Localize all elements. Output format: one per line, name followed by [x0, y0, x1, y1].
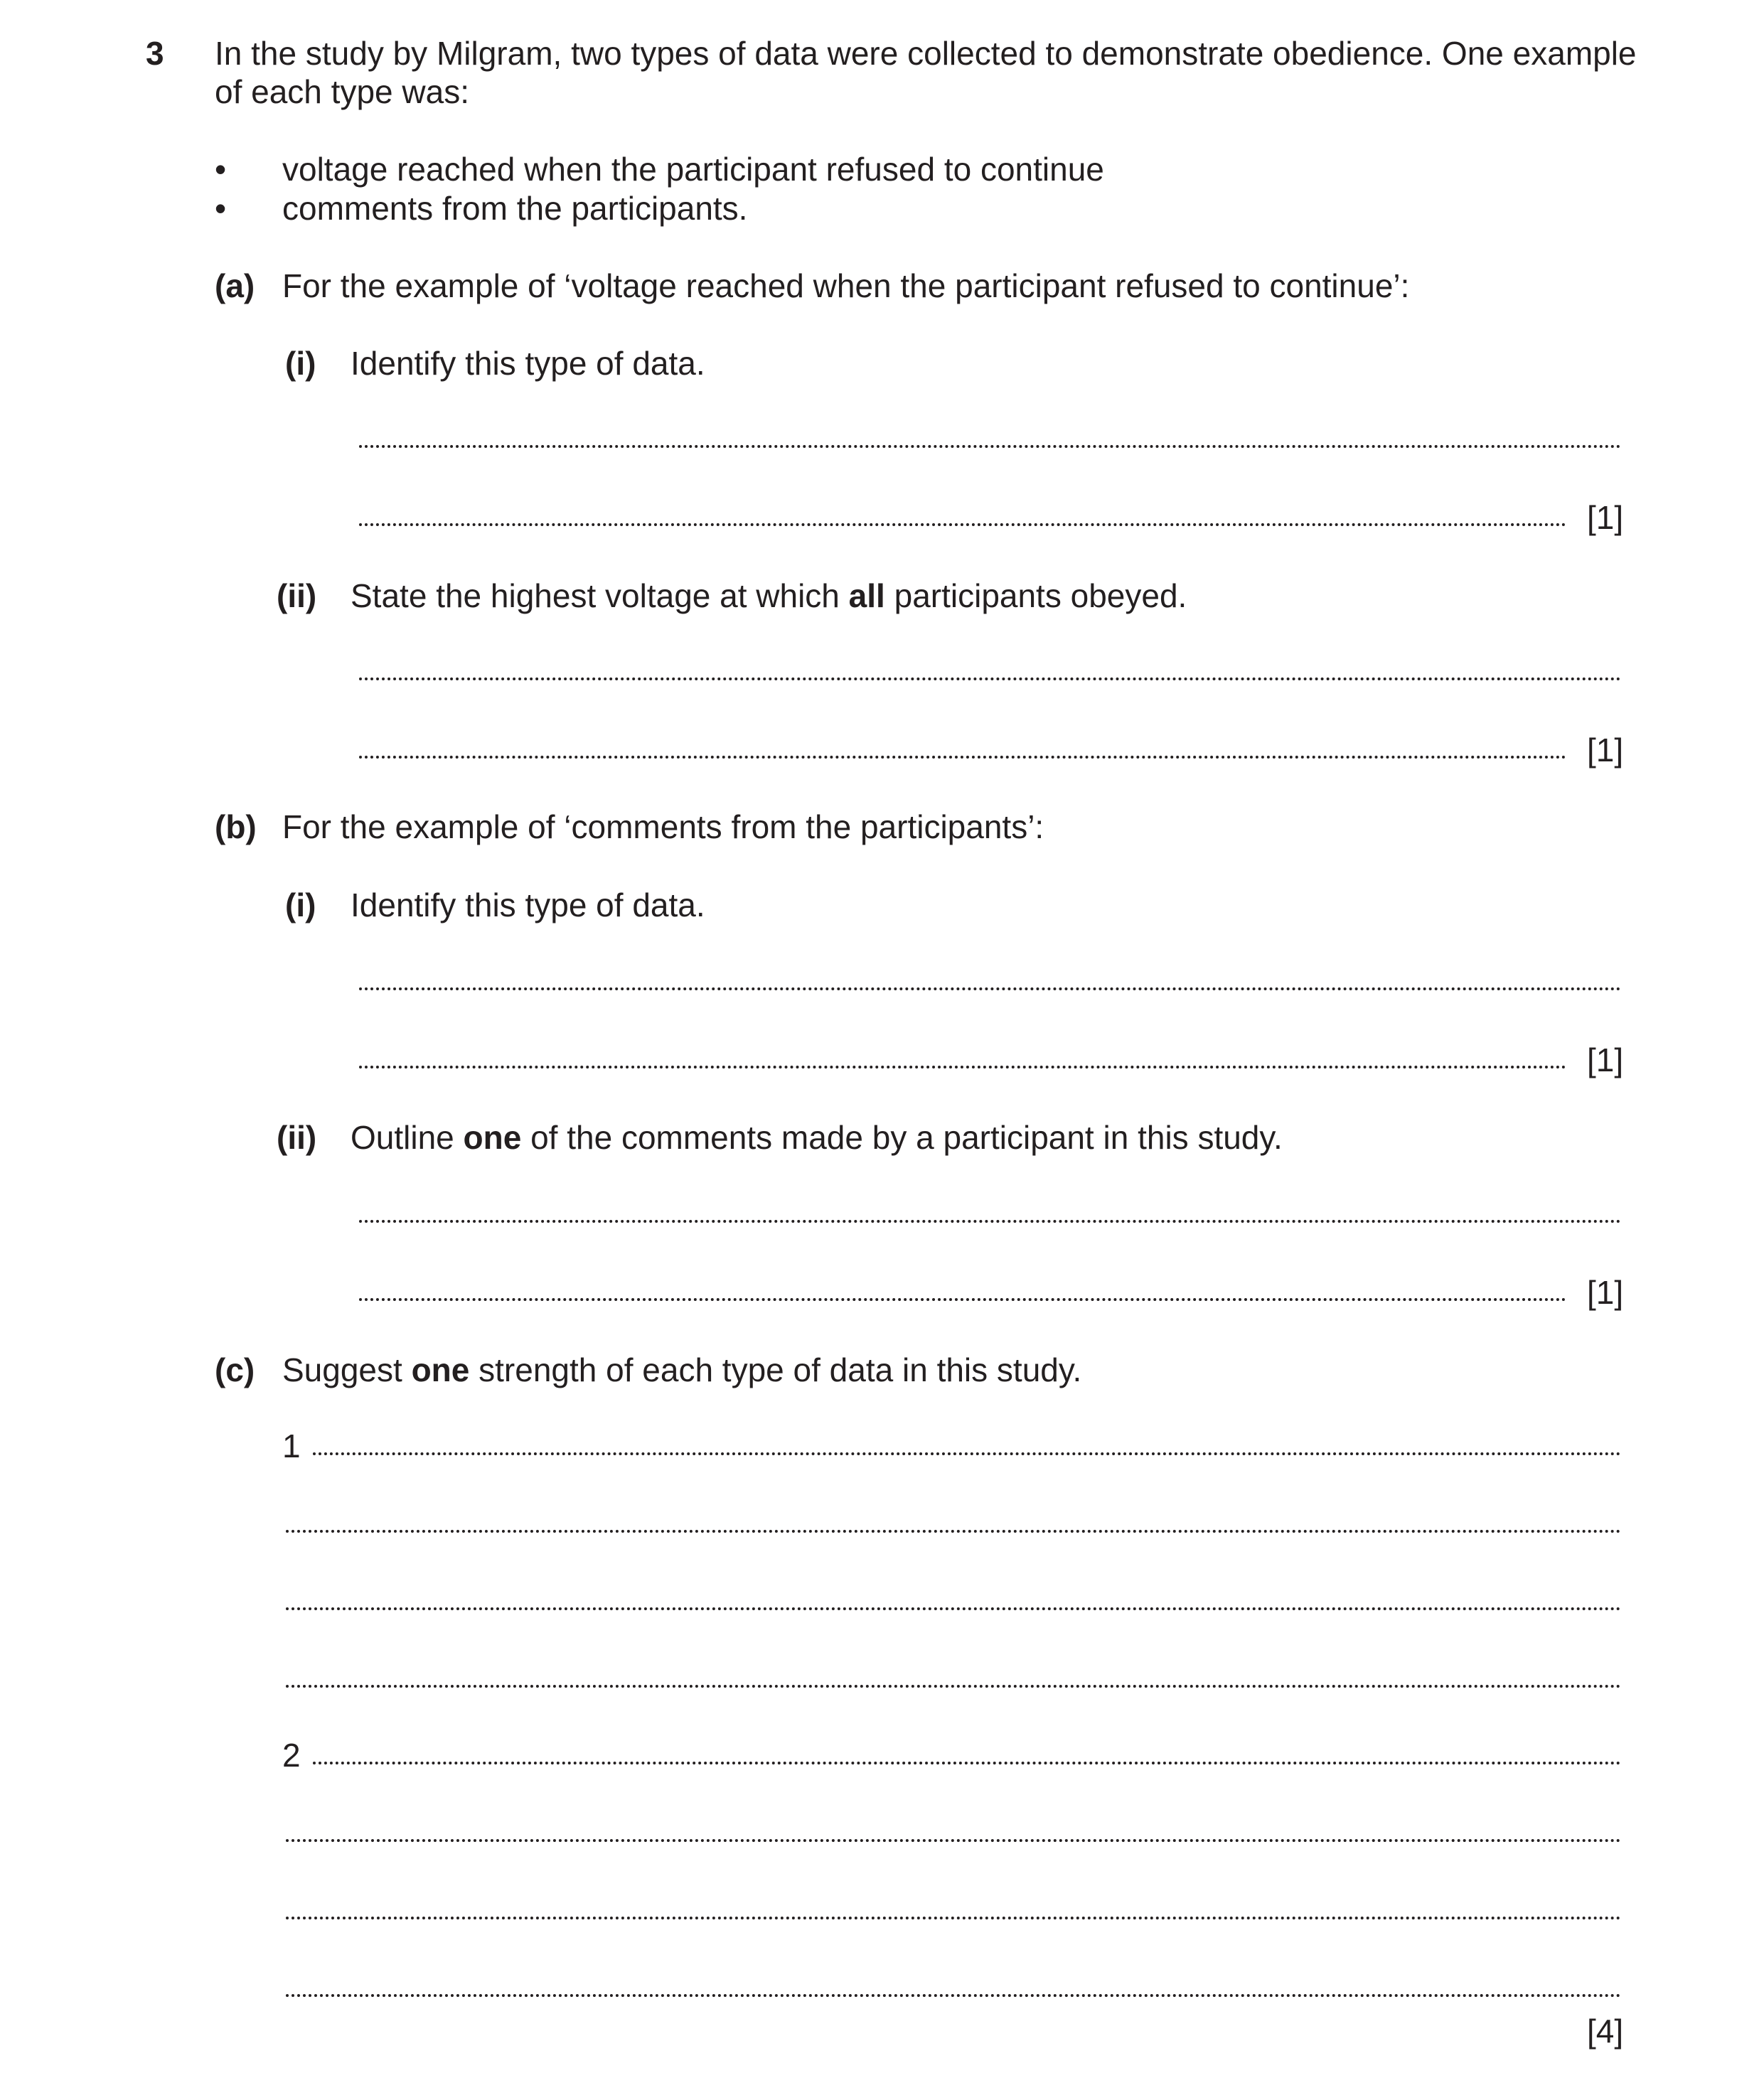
part-a-ii-text-after: participants obeyed.: [884, 577, 1187, 614]
part-b-ii-text-bold: one: [463, 1119, 522, 1156]
bullet-symbol: •: [215, 151, 227, 188]
part-b-ii-label: (ii): [277, 1119, 317, 1156]
part-a-ii-text-before: State the highest voltage at which: [351, 577, 849, 614]
question-intro-line-1: In the study by Milgram, two types of data were collected to demonstrate obedience. One example: [215, 35, 1637, 72]
answer-line-b-ii-1[interactable]: [359, 1220, 1621, 1223]
part-a-label: (a): [215, 267, 255, 304]
marks-c: [4]: [1587, 2013, 1624, 2050]
part-c-text-bold: one: [411, 1351, 470, 1388]
answer-2-label: 2: [282, 1737, 301, 1774]
marks-b-ii: [1]: [1587, 1274, 1624, 1311]
marks-b-i: [1]: [1587, 1041, 1624, 1078]
marks-a-ii: [1]: [1587, 732, 1624, 768]
part-a-ii-label: (ii): [277, 577, 317, 614]
answer-line-c-2-4[interactable]: [286, 1994, 1621, 1997]
part-c-text-after: strength of each type of data in this study.: [469, 1351, 1082, 1388]
answer-line-a-ii-1[interactable]: [359, 677, 1621, 680]
part-a-i-text: Identify this type of data.: [351, 345, 705, 382]
question-intro-line-2: of each type was:: [215, 73, 469, 110]
part-b-text: For the example of ‘comments from the participants’:: [282, 808, 1044, 845]
question-number: 3: [146, 35, 164, 72]
part-c-label: (c): [215, 1351, 255, 1388]
bullet-item-voltage: voltage reached when the participant refused to continue: [282, 151, 1104, 188]
answer-line-c-1-4[interactable]: [286, 1685, 1621, 1688]
part-b-label: (b): [215, 808, 257, 845]
part-b-ii-text: [351, 1121, 1283, 1154]
part-a-i-label: (i): [285, 345, 316, 382]
part-b-i-text: Identify this type of data.: [351, 886, 705, 923]
answer-line-c-2-2[interactable]: [286, 1839, 1621, 1842]
answer-line-c-1-3[interactable]: [286, 1607, 1621, 1610]
answer-line-c-1-2[interactable]: [286, 1530, 1621, 1533]
answer-line-c-2-3[interactable]: [286, 1917, 1621, 1919]
part-b-ii-text-after: of the comments made by a participant in this study.: [521, 1119, 1283, 1156]
bullet-symbol: •: [215, 190, 227, 227]
part-c-text-before: Suggest: [282, 1351, 412, 1388]
answer-line-b-i-2[interactable]: [359, 1066, 1566, 1068]
part-b-ii-text-before: Outline: [351, 1119, 464, 1156]
answer-line-a-ii-2[interactable]: [359, 756, 1566, 759]
answer-line-a-i-2[interactable]: [359, 523, 1566, 526]
answer-1-label: 1: [282, 1427, 301, 1464]
marks-a-i: [1]: [1587, 499, 1624, 536]
answer-line-c-1-1[interactable]: [313, 1452, 1621, 1455]
part-a-ii-text-bold: all: [848, 577, 885, 614]
answer-line-a-i-1[interactable]: [359, 445, 1621, 448]
part-a-ii-text: [351, 579, 1187, 612]
answer-line-b-ii-2[interactable]: [359, 1298, 1566, 1301]
answer-line-b-i-1[interactable]: [359, 987, 1621, 990]
part-c-text: [282, 1351, 1082, 1388]
part-b-i-label: (i): [285, 886, 316, 923]
part-a-text: For the example of ‘voltage reached when the participant refused to continue’:: [282, 267, 1410, 304]
answer-line-c-2-1[interactable]: [313, 1762, 1621, 1764]
bullet-item-comments: comments from the participants.: [282, 190, 748, 227]
